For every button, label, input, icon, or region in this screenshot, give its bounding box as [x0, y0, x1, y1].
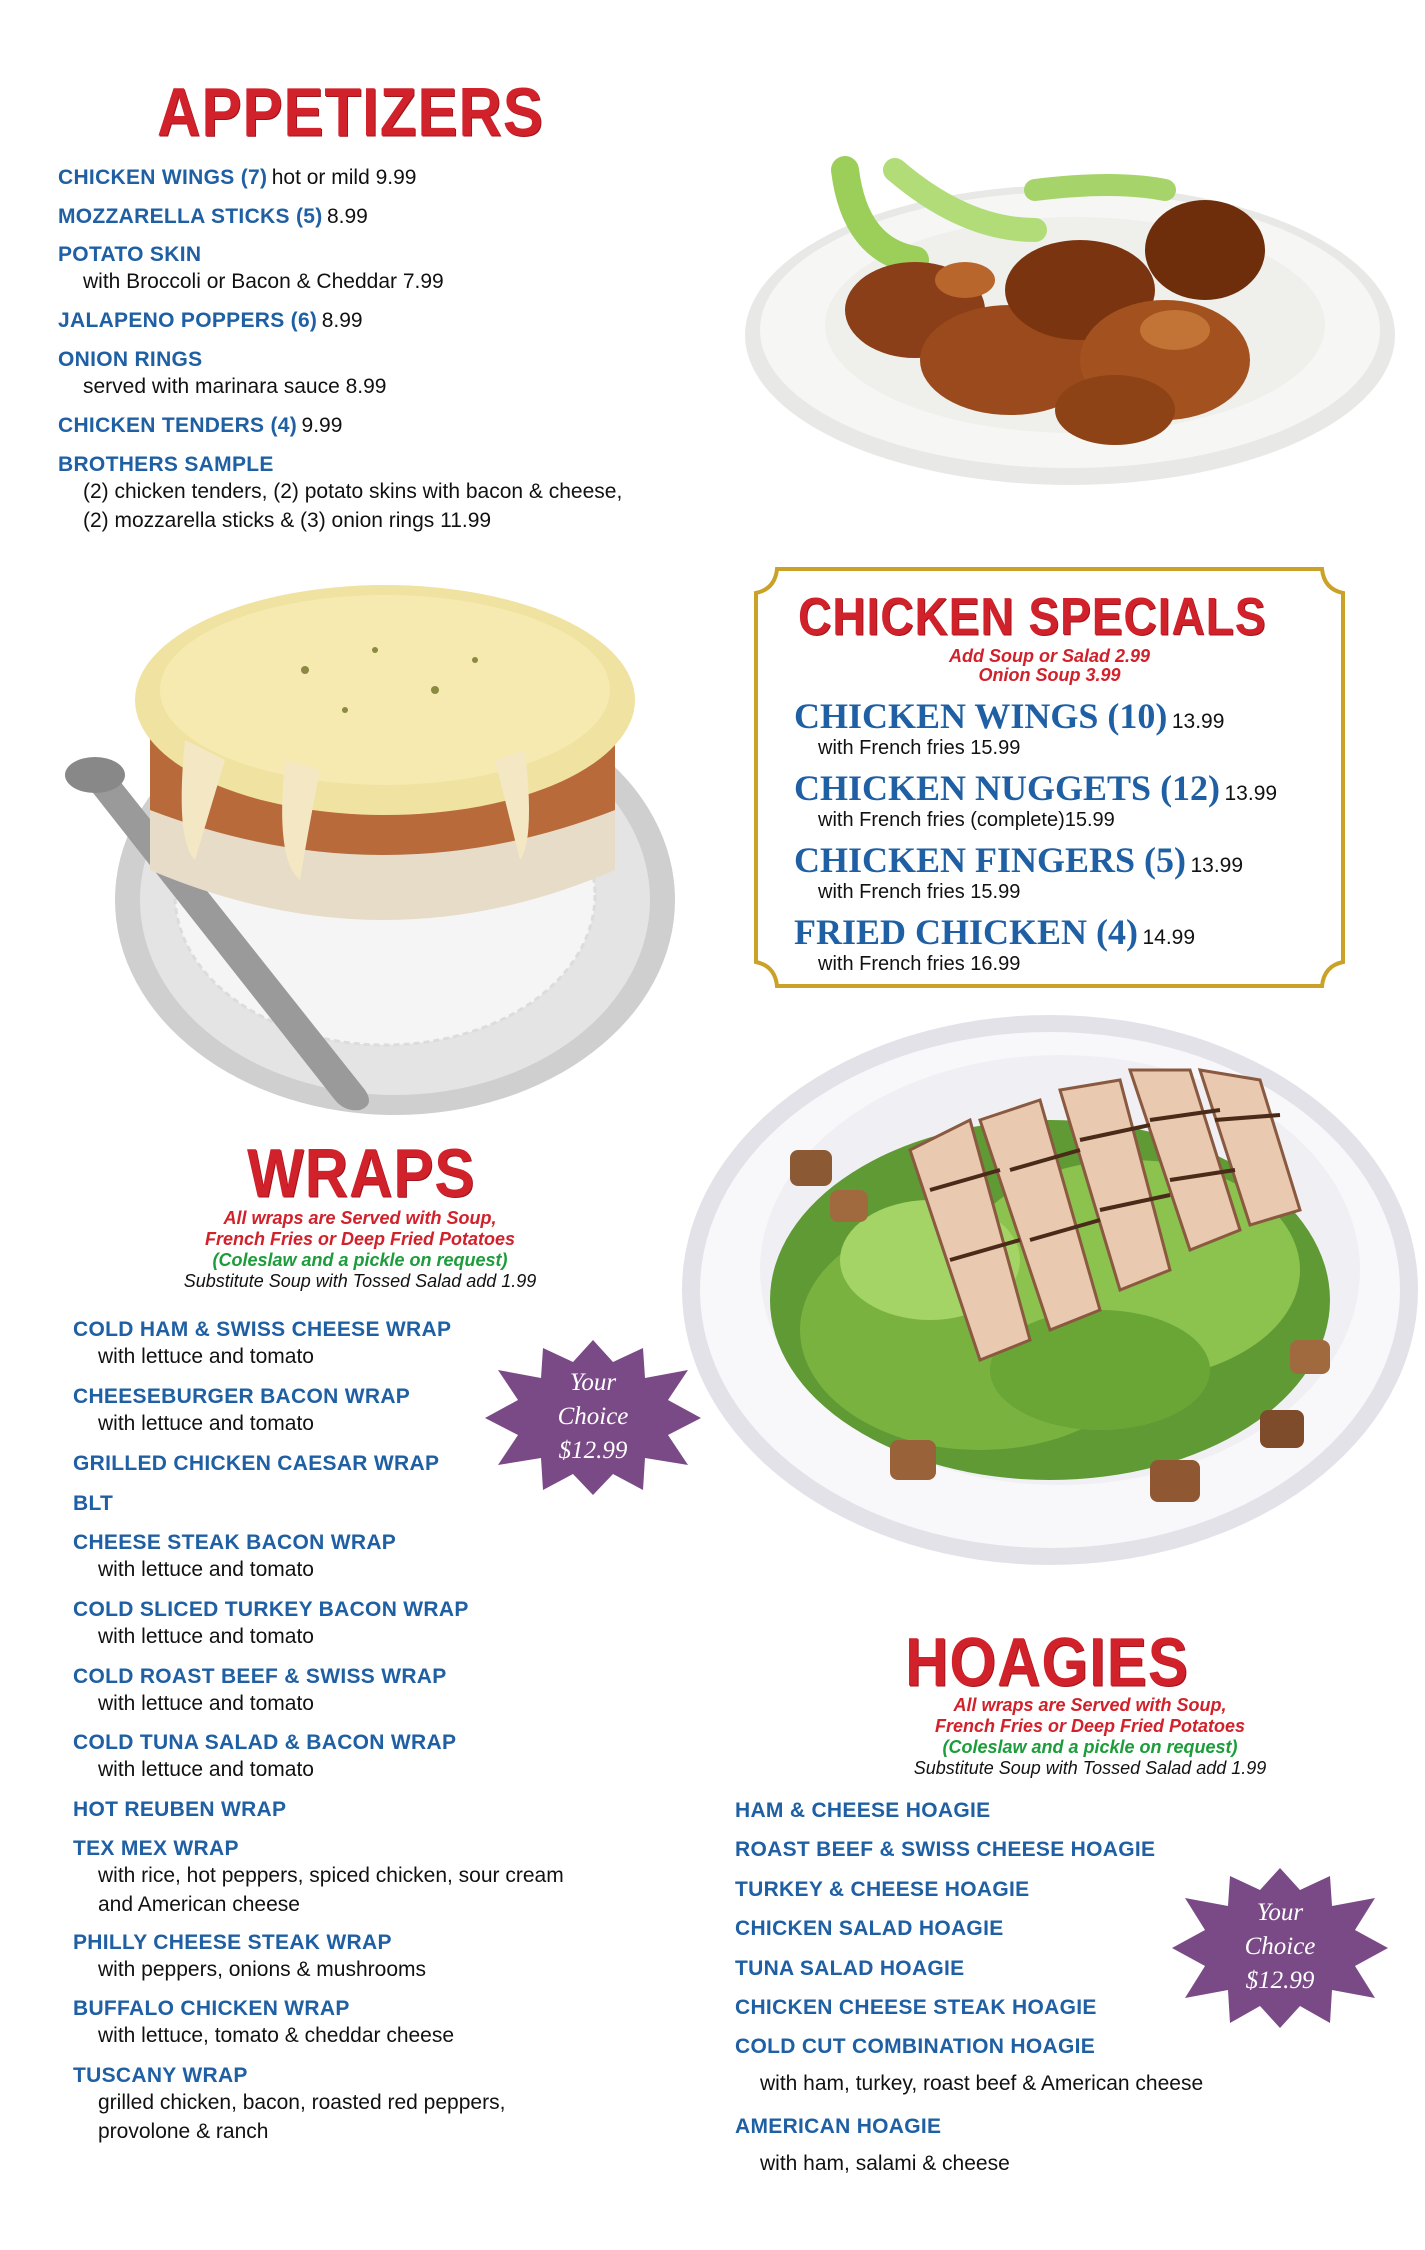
list-item: POTATO SKIN with Broccoli or Bacon & Cheddar 7.99 — [58, 243, 444, 293]
list-item: COLD SLICED TURKEY BACON WRAP with lettuce and tomato — [73, 1598, 469, 1648]
list-item: TEX MEX WRAP with rice, hot peppers, spiced chicken, sour cream and American cheese — [73, 1837, 564, 1916]
list-item: JALAPENO POPPERS (6) 8.99 — [58, 309, 363, 332]
wraps-notes: All wraps are Served with Soup, French Fries or Deep Fried Potatoes (Coleslaw and a pickle on request) Substitute Soup with Tossed Salad add 1.99 — [183, 1208, 537, 1291]
list-item: CHICKEN TENDERS (4) 9.99 — [58, 414, 343, 437]
appetizers-heading: APPETIZERS — [157, 73, 544, 151]
list-item: COLD HAM & SWISS CHEESE WRAP with lettuce and tomato — [73, 1318, 452, 1368]
list-item: TURKEY & CHEESE HOAGIE — [735, 1878, 1030, 1901]
list-item: ROAST BEEF & SWISS CHEESE HOAGIE — [735, 1838, 1156, 1861]
hoagies-notes: All wraps are Served with Soup, French Fries or Deep Fried Potatoes (Coleslaw and a pickle on request) Substitute Soup with Tossed Salad add 1.99 — [913, 1695, 1267, 1778]
chicken-specials-notes: Add Soup or Salad 2.99 Onion Soup 3.99 — [948, 646, 1151, 685]
list-item: HOT REUBEN WRAP — [73, 1798, 287, 1821]
chicken-specials-heading: CHICKEN SPECIALS — [798, 586, 1267, 646]
list-item: CHICKEN SALAD HOAGIE — [735, 1917, 1004, 1940]
list-item: CHICKEN WINGS (10) 13.99 with French fries 15.99 — [794, 696, 1225, 759]
chicken-specials-list — [794, 695, 1334, 976]
list-item: CHICKEN NUGGETS (12) 13.99 with French fries (complete)15.99 — [794, 768, 1278, 831]
list-item: COLD ROAST BEEF & SWISS WRAP with lettuce and tomato — [73, 1665, 447, 1715]
list-item: AMERICAN HOAGIE with ham, salami & cheese — [735, 2115, 1010, 2175]
list-item: MOZZARELLA STICKS (5) 8.99 — [58, 205, 368, 228]
list-item: GRILLED CHICKEN CAESAR WRAP — [73, 1452, 440, 1475]
list-item: TUSCANY WRAP grilled chicken, bacon, roasted red peppers, provolone & ranch — [73, 2064, 506, 2143]
list-item: CHEESEBURGER BACON WRAP with lettuce and tomato — [73, 1385, 411, 1435]
hoagies-price-badge: Your Choice $12.99 — [1170, 1868, 1390, 2028]
chicken-specials-panel — [752, 565, 1347, 990]
hoagies-heading: HOAGIES — [905, 1623, 1189, 1701]
list-item: CHEESE STEAK BACON WRAP with lettuce and tomato — [73, 1531, 397, 1581]
list-item: CHICKEN FINGERS (5) 13.99 with French fries 15.99 — [794, 840, 1244, 903]
list-item: TUNA SALAD HOAGIE — [735, 1957, 965, 1980]
list-item: ONION RINGS served with marinara sauce 8.99 — [58, 348, 387, 398]
wraps-price-badge: Your Choice $12.99 — [483, 1340, 703, 1495]
onion-soup-photo — [55, 560, 675, 1140]
list-item: COLD TUNA SALAD & BACON WRAP with lettuce and tomato — [73, 1731, 457, 1781]
list-item: COLD CUT COMBINATION HOAGIE with ham, turkey, roast beef & American cheese — [735, 2035, 1204, 2095]
list-item: BLT — [73, 1492, 114, 1515]
list-item: CHICKEN CHEESE STEAK HOAGIE — [735, 1996, 1097, 2019]
list-item: CHICKEN WINGS (7) hot or mild 9.99 — [58, 166, 417, 189]
wraps-heading: WRAPS — [247, 1134, 476, 1212]
list-item: PHILLY CHEESE STEAK WRAP with peppers, onions & mushrooms — [73, 1931, 426, 1981]
chicken-wings-photo — [735, 110, 1395, 490]
list-item: FRIED CHICKEN (4) 14.99 with French fries 16.99 — [794, 912, 1196, 975]
appetizers-list — [58, 166, 738, 535]
list-item: BROTHERS SAMPLE (2) chicken tenders, (2) potato skins with bacon & cheese, (2) mozzarella sticks & (3) onion rings 11.99 — [58, 453, 623, 532]
list-item: HAM & CHEESE HOAGIE — [735, 1799, 991, 1822]
caesar-salad-photo — [680, 1010, 1420, 1570]
list-item: BUFFALO CHICKEN WRAP with lettuce, tomato & cheddar cheese — [73, 1997, 455, 2047]
